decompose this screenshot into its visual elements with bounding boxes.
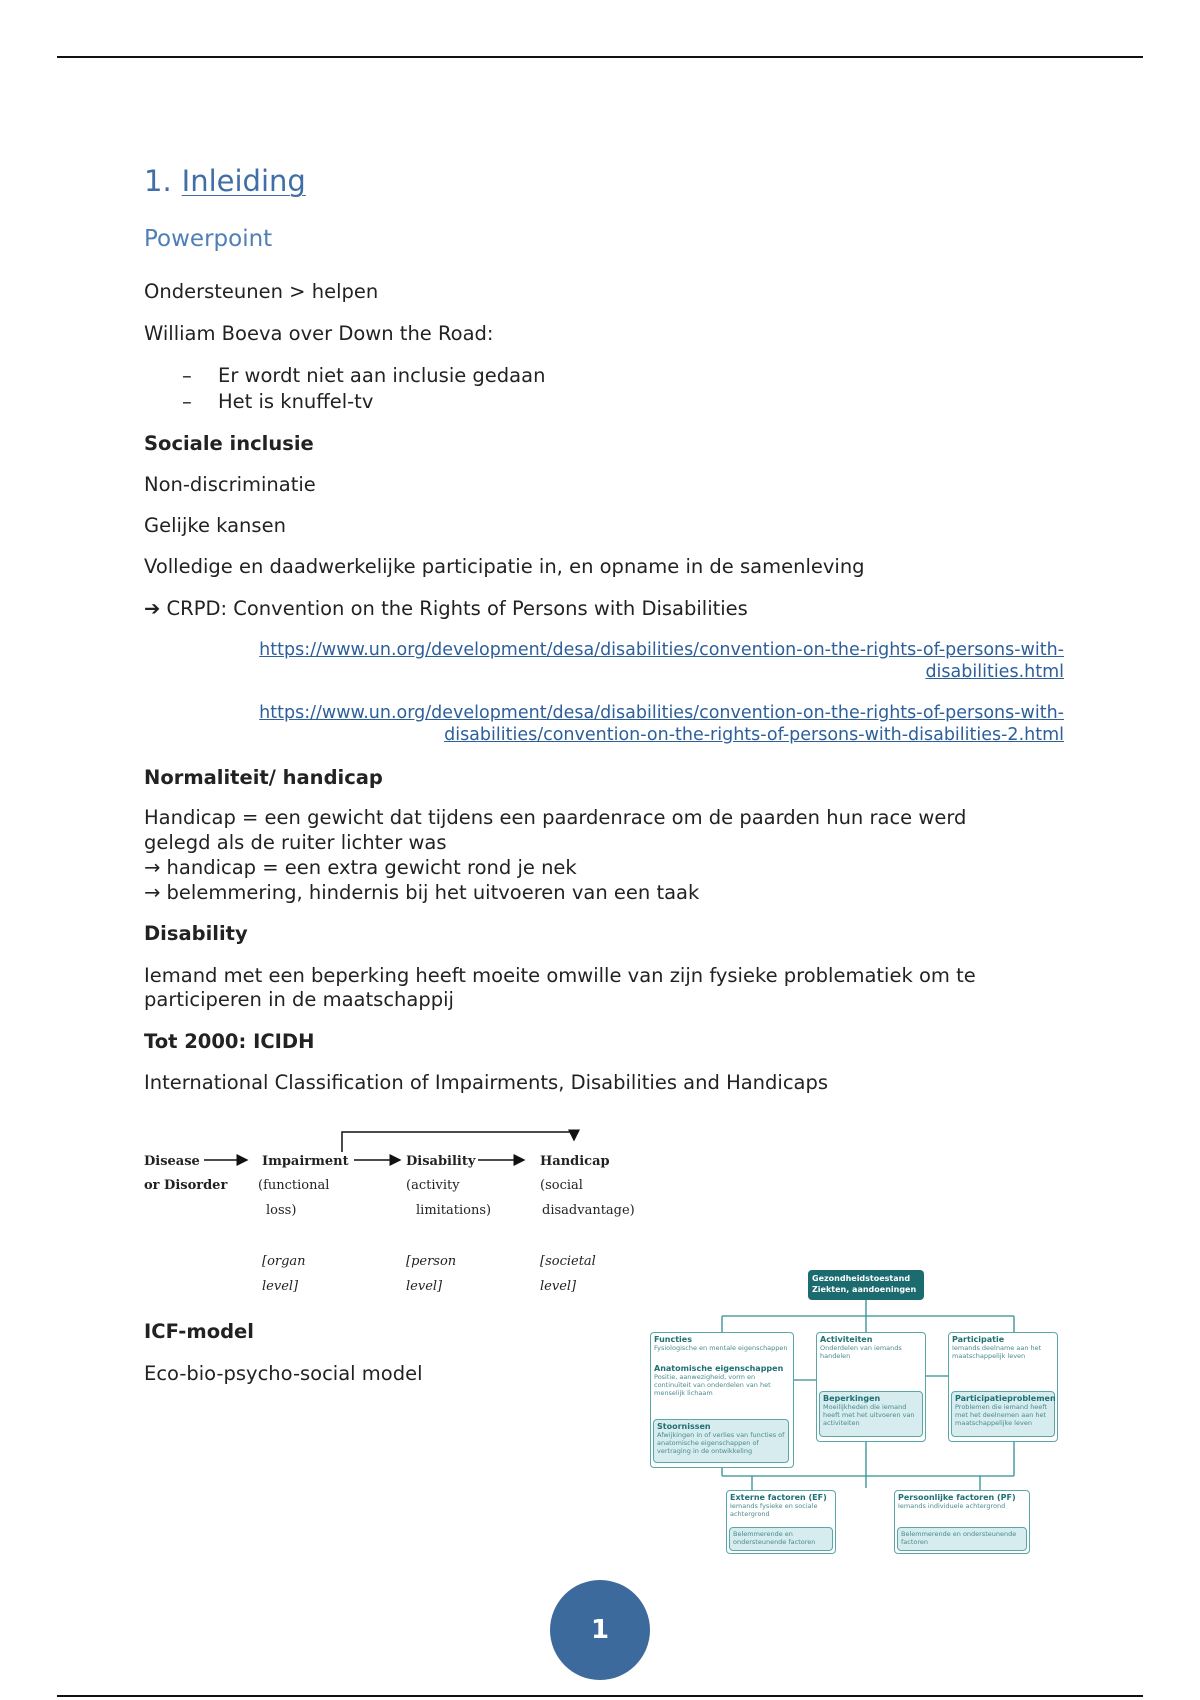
paragraph: → handicap = een extra gewicht rond je nek	[144, 856, 577, 879]
section-title: ICF-model	[144, 1320, 254, 1343]
icidh-disease: Disease	[144, 1154, 200, 1169]
icf-personal-tag: Belemmerende en ondersteunende factoren	[897, 1527, 1027, 1551]
paragraph: participeren in de maatschappij	[144, 988, 454, 1011]
chapter-heading	[144, 164, 306, 198]
paragraph: → belemmering, hindernis bij het uitvoeren van een taak	[144, 881, 700, 904]
paragraph: Eco-bio-psycho-social model	[144, 1362, 423, 1385]
icf-beperkingen: Beperkingen Moeilijkheden die iemand heeft met het uitvoeren van activiteiten	[819, 1391, 923, 1437]
footer-rule	[57, 1695, 1143, 1697]
icidh-diagram	[144, 1118, 635, 1302]
section-title: Normaliteit/ handicap	[144, 766, 383, 789]
section-title: Tot 2000: ICIDH	[144, 1030, 315, 1053]
list-item: – Het is knuffel-tv	[182, 390, 374, 413]
subheading: Powerpoint	[144, 226, 273, 252]
icf-health-condition: Gezondheidstoestand Ziekten, aandoeningen	[808, 1270, 924, 1300]
paragraph: Gelijke kansen	[144, 514, 286, 537]
icidh-disability: limitations)	[416, 1203, 492, 1218]
icf-personal-factors: Persoonlijke factoren (PF) Iemands individuele achtergrond Belemmerende en ondersteunende factoren	[894, 1490, 1030, 1554]
icidh-disability: level]	[406, 1279, 443, 1294]
paragraph: William Boeva over Down the Road:	[144, 322, 494, 345]
paragraph: Non-discriminatie	[144, 473, 316, 496]
icf-body-box: Functies Fysiologische en mentale eigenschappen Anatomische eigenschappen Positie, aanwezigheid, vorm en continuïteit van onderdelen van het menselijk lichaam Stoornissen Afwijkingen in of verlies van functies of anatomische eigenschappen of vertraging in de ontwikkeling	[650, 1332, 794, 1468]
section-title: Disability	[144, 922, 248, 945]
arrow-icon: ➔	[144, 597, 161, 620]
section-title: Sociale inclusie	[144, 432, 314, 455]
icidh-disability: [person	[406, 1254, 457, 1269]
icf-participation-box: Participatie Iemands deelname aan het maatschappelijk leven Participatieproblemen Problemen die iemand heeft met het deelnemen aan het maatschappelijke leven	[948, 1332, 1058, 1442]
icidh-impairment: Impairment	[262, 1154, 349, 1169]
icidh-handicap: level]	[540, 1279, 577, 1294]
icidh-impairment: level]	[262, 1279, 299, 1294]
icidh-disability: (activity	[406, 1178, 460, 1193]
icidh-handicap: (social	[540, 1178, 583, 1193]
paragraph: Iemand met een beperking heeft moeite omwille van zijn fysieke problematiek om te	[144, 964, 976, 987]
icidh-impairment: (functional	[258, 1178, 330, 1193]
crpd-link-2[interactable]: https://www.un.org/development/desa/disabilities/convention-on-the-rights-of-persons-with- disabilities/convention-on-the-rights-of-persons-with-disabilities-2.html	[259, 703, 1064, 745]
paragraph: Ondersteunen > helpen	[144, 280, 379, 303]
crpd-link-1[interactable]: https://www.un.org/development/desa/disabilities/convention-on-the-rights-of-persons-with- disabilities.html	[259, 640, 1064, 682]
paragraph: Handicap = een gewicht dat tijdens een paardenrace om de paarden hun race werd	[144, 806, 967, 829]
icf-participatieproblemen: Participatieproblemen Problemen die iemand heeft met het deelnemen aan het maatschappelijke leven	[951, 1391, 1055, 1437]
page-number-badge: 1	[550, 1580, 650, 1680]
icidh-disease: or Disorder	[144, 1178, 228, 1193]
list-item: – Er wordt niet aan inclusie gedaan	[182, 364, 546, 387]
paragraph: International Classification of Impairments, Disabilities and Handicaps	[144, 1071, 829, 1094]
icidh-handicap: [societal	[540, 1254, 596, 1269]
icf-activities-box: Activiteiten Onderdelen van iemands handelen Beperkingen Moeilijkheden die iemand heeft met het uitvoeren van activiteiten	[816, 1332, 926, 1442]
icidh-disability: Disability	[406, 1154, 476, 1169]
heading-title[interactable]: Inleiding	[181, 164, 306, 198]
icf-stoornissen: Stoornissen Afwijkingen in of verlies van functies of anatomische eigenschappen of vertraging in de ontwikkeling	[653, 1419, 789, 1463]
icf-external-tag: Belemmerende en ondersteunende factoren	[729, 1527, 833, 1551]
header-rule	[57, 56, 1143, 58]
icf-diagram	[640, 1270, 1070, 1560]
paragraph: Volledige en daadwerkelijke participatie in, en opname in de samenleving	[144, 555, 865, 578]
icidh-handicap: Handicap	[540, 1154, 610, 1169]
icf-external-factors: Externe factoren (EF) Iemands fysieke en sociale achtergrond Belemmerende en ondersteunende factoren	[726, 1490, 836, 1554]
heading-number: 1.	[144, 164, 172, 198]
icidh-handicap: disadvantage)	[542, 1203, 635, 1218]
icidh-impairment: loss)	[266, 1203, 297, 1218]
crpd-line: ➔ CRPD: Convention on the Rights of Persons with Disabilities	[144, 597, 748, 620]
icidh-impairment: [organ	[262, 1254, 306, 1269]
paragraph: gelegd als de ruiter lichter was	[144, 831, 447, 854]
